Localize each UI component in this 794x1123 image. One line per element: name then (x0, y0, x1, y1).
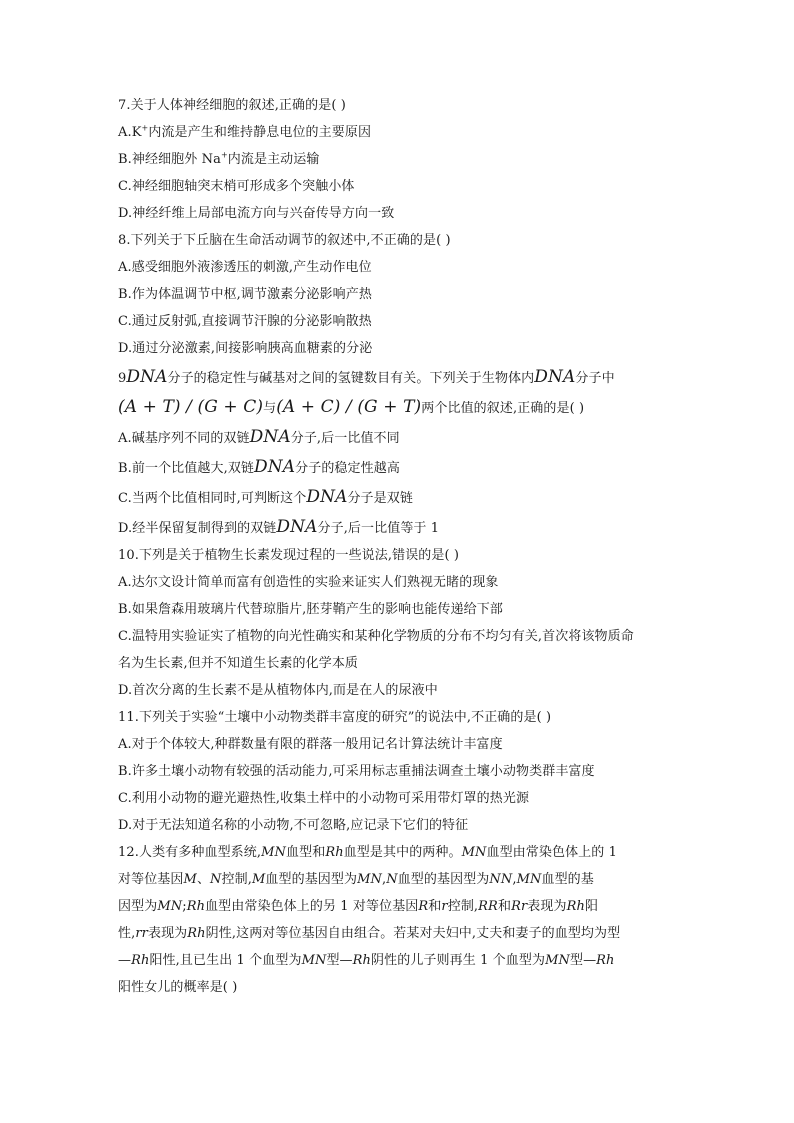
q12-line1: 12.人类有多种血型系统,MN血型和Rh血型是其中的两种。MN血型由常染色体上的 1 (118, 845, 617, 860)
q9-option-a: A.碱基序列不同的双链DNA分子,后一比值不同 (118, 427, 400, 447)
q8-option-b: B.作为体温调节中枢,调节激素分泌影响产热 (118, 287, 372, 302)
q10-option-c: C.温特用实验证实了植物的向光性确实和某种化学物质的分布不均匀有关,首次将该物质命 (118, 629, 634, 644)
q11-option-d: D.对于无法知道名称的小动物,不可忽略,应记录下它们的特征 (118, 818, 469, 833)
q7-option-b: B.神经细胞外 Na+内流是主动运输 (118, 150, 320, 167)
q11-stem: 11.下列关于实验“土壤中小动物类群丰富度的研究”的说法中,不正确的是( ) (118, 710, 552, 725)
q11-option-c: C.利用小动物的避光避热性,收集土样中的小动物可采用带灯罩的热光源 (118, 791, 530, 806)
q10-stem: 10.下列是关于植物生长素发现过程的一些说法,错误的是( ) (118, 548, 460, 563)
question-content (118, 92, 678, 1001)
q8-option-a: A.感受细胞外液渗透压的刺激,产生动作电位 (118, 260, 372, 275)
q12-line4: 性,rr表现为Rh阴性,这两对等位基因自由组合。若某对夫妇中,丈夫和妻子的血型均为型 (118, 926, 621, 941)
q7-stem: 7.关于人体神经细胞的叙述,正确的是( ) (118, 98, 346, 113)
q12-line3: 因型为MN;Rh血型由常染色体上的另 1 对等位基因R和r控制,RR和Rr表现为Rh阳 (118, 899, 599, 914)
q10-option-d: D.首次分离的生长素不是从植物体内,而是在人的尿液中 (118, 683, 438, 698)
q12-line6: 阳性女儿的概率是( ) (118, 980, 238, 995)
q8-option-c: C.通过反射弧,直接调节汗腺的分泌影响散热 (118, 314, 372, 329)
q7-option-a: A.K+内流是产生和维持静息电位的主要原因 (118, 123, 372, 140)
q9-option-d: D.经半保留复制得到的双链DNA分子,后一比值等于 1 (118, 517, 440, 537)
q12-line2: 对等位基因M、N控制,M血型的基因型为MN,N血型的基因型为NN,MN血型的基 (118, 872, 594, 887)
q12-line5: —Rh阳性,且已生出 1 个血型为MN型—Rh阴性的儿子则再生 1 个血型为MN型—Rh (118, 953, 615, 968)
q11-option-b: B.许多土壤小动物有较强的活动能力,可采用标志重捕法调查土壤小动物类群丰富度 (118, 764, 595, 779)
q7-option-d: D.神经纤维上局部电流方向与兴奋传导方向一致 (118, 206, 395, 221)
q7-option-c: C.神经细胞轴突末梢可形成多个突触小体 (118, 179, 355, 194)
q9-option-c: C.当两个比值相同时,可判断这个DNA分子是双链 (118, 487, 413, 507)
q10-option-b: B.如果詹森用玻璃片代替琼脂片,胚芽鞘产生的影响也能传递给下部 (118, 602, 503, 617)
q9-option-b: B.前一个比值越大,双链DNA分子的稳定性越高 (118, 457, 400, 477)
q9-stem-line1: 9DNA分子的稳定性与碱基对之间的氢键数目有关。下列关于生物体内DNA分子中 (118, 367, 615, 387)
q8-option-d: D.通过分泌激素,间接影响胰高血糖素的分泌 (118, 341, 373, 356)
q8-stem: 8.下列关于下丘脑在生命活动调节的叙述中,不正确的是( ) (118, 233, 451, 248)
q9-stem-line2: (A + T) / (G + C)与(A + C) / (G + T)两个比值的叙述,正确的是( ) (118, 397, 585, 417)
q10-option-a: A.达尔文设计简单而富有创造性的实验来证实人们熟视无睹的现象 (118, 575, 499, 590)
q10-option-c-cont: 名为生长素,但并不知道生长素的化学本质 (118, 656, 359, 671)
q11-option-a: A.对于个体较大,种群数量有限的群落一般用记名计算法统计丰富度 (118, 737, 503, 752)
